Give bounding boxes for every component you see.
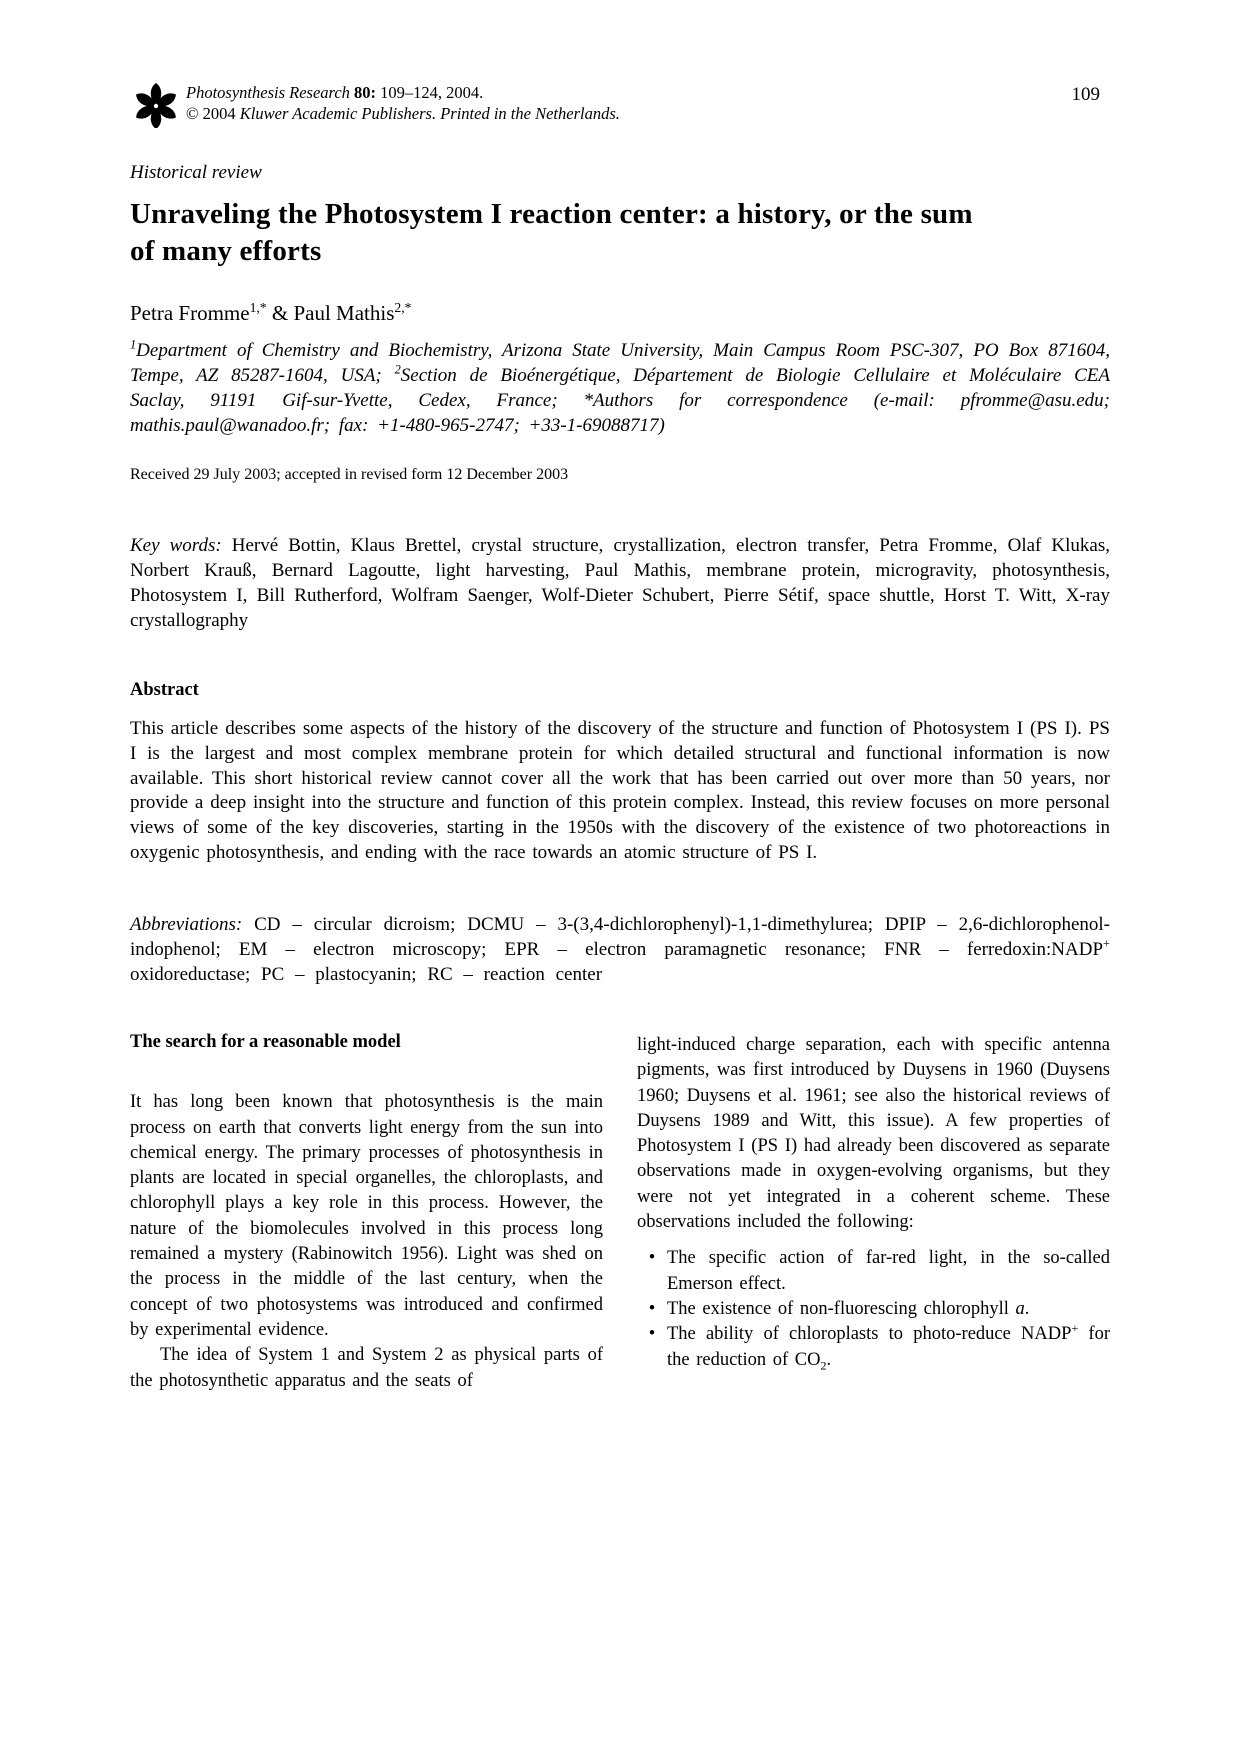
journal-citation-line: Photosynthesis Research 80: 109–124, 2004. <box>186 83 484 102</box>
publisher-flower-icon <box>133 80 179 133</box>
body-right-column <box>637 1033 1110 1373</box>
abstract-text: This article describes some aspects of the history of the discovery of the structure and function of Photosystem I (PS I). PS I is the largest and most complex membrane protein for which detailed structural and functional information is now available. This short historical review cannot cover all the work that has been carried out over more than 50 years, nor provide a deep insight into the structure and function of this protein complex. Instead, this review focuses on more personal views of some of the key discoveries, starting in the 1950s with the discovery of the existence of two photoreactions in oxygenic photosynthesis, and ending with the race towards an atomic structure of PS I. <box>130 718 1110 863</box>
list-item-text: The ability of chloroplasts to photo-reduce NADP+ for the reduction of $CO_2$. <box>667 1321 1110 1373</box>
observations-list <box>637 1246 1110 1372</box>
journal-header <box>186 82 620 124</box>
page-number: 109 <box>1071 84 1100 105</box>
bullet-icon: • <box>648 1298 656 1319</box>
article-kicker: Historical review <box>130 162 262 183</box>
article-title-line-2: of many efforts <box>130 235 322 267</box>
keywords-paragraph: Key words: Hervé Bottin, Klaus Brettel, crystal structure, crystallization, electron transfer, Petra Fromme, Olaf Klukas, Norbert Krauß, Bernard Lagoutte, light harvesting, Paul Mathis, membrane protein, microgravity, photosynthesis, Photosystem I, Bill Rutherford, Wolfram Saenger, Wolf-Dieter Schubert, Pierre Sétif, space shuttle, Horst T. Witt, X-ray crystallography <box>130 535 1110 631</box>
abbreviations-paragraph: Abbreviations: CD – circular dicroism; DCMU – 3-(3,4-dichlorophenyl)-1,1-dimethylurea; DPIP – 2,6-dichlorophenol-indophenol; EM – electron microscopy; EPR – electron paramagnetic resonance; FNR – ferredoxin:NADP+ oxidoreductase; PC – plastocyanin; RC – reaction center <box>130 914 1110 985</box>
journal-copyright-line: © 2004 Kluwer Academic Publishers. Printed in the Netherlands. <box>186 104 620 123</box>
body-paragraph: It has long been known that photosynthesis is the main process on earth that converts light energy from the sun into chemical energy. The primary processes of photosynthesis in plants are located in special organelles, the chloroplasts, and chlorophyll plays a key role in this process. However, the nature of the biomolecules involved in this process long remained a mystery (Rabinowitch 1956). Light was shed on the process in the middle of the last century, when the concept of two photosystems was introduced and confirmed by experimental evidence. <box>130 1092 603 1340</box>
section-heading: The search for a reasonable model <box>130 1032 401 1052</box>
article-title-line-1: Unraveling the Photosystem I reaction center: a history, or the sum <box>130 198 973 230</box>
article-title <box>130 196 1120 270</box>
list-item-text: The specific action of far-red light, in the so-called Emerson effect. <box>667 1248 1110 1294</box>
bullet-icon: • <box>648 1324 656 1345</box>
list-item-text: The existence of non-fluorescing chlorophyll a. <box>667 1298 1030 1319</box>
author-names: Petra Fromme$^{1,*}$ & Paul Mathis$^{2,*}$ <box>130 300 412 325</box>
body-paragraph: The idea of System 1 and System 2 as physical parts of the photosynthetic apparatus and the seats of <box>130 1345 603 1391</box>
body-paragraph: light-induced charge separation, each with specific antenna pigments, was first introduced by Duysens in 1960 (Duysens 1960; Duysens et al. 1961; see also the historical reviews of Duysens 1989 and Witt, this issue). A few properties of Photosystem I (PS I) had already been discovered as separate observations made in oxygen-evolving organisms, but they were not yet integrated in a coherent scheme. These observations included the following: <box>637 1035 1110 1233</box>
bullet-icon: • <box>648 1248 656 1269</box>
body-left-column <box>130 1030 603 1394</box>
abstract-heading: Abstract <box>130 680 199 700</box>
author-affiliations: $^1$Department of Chemistry and Biochemistry, Arizona State University, Main Campus Room PSC-307, PO Box 871604, Tempe, AZ 85287-1604, USA; $^2$Section de Bioénergétique, Département de Biologie Cellulaire et Moléculaire CEA Saclay, 91191 Gif-sur-Yvette, Cedex, France; *Authors for correspondence (e-mail: pfromme@asu.edu; mathis.paul@wanadoo.fr; fax: +1-480-965-2747; +33-1-69088717) <box>130 337 1110 436</box>
list-item <box>637 1297 1110 1322</box>
received-dates: Received 29 July 2003; accepted in revised form 12 December 2003 <box>130 466 569 483</box>
list-item <box>637 1246 1110 1297</box>
list-item <box>637 1322 1110 1373</box>
